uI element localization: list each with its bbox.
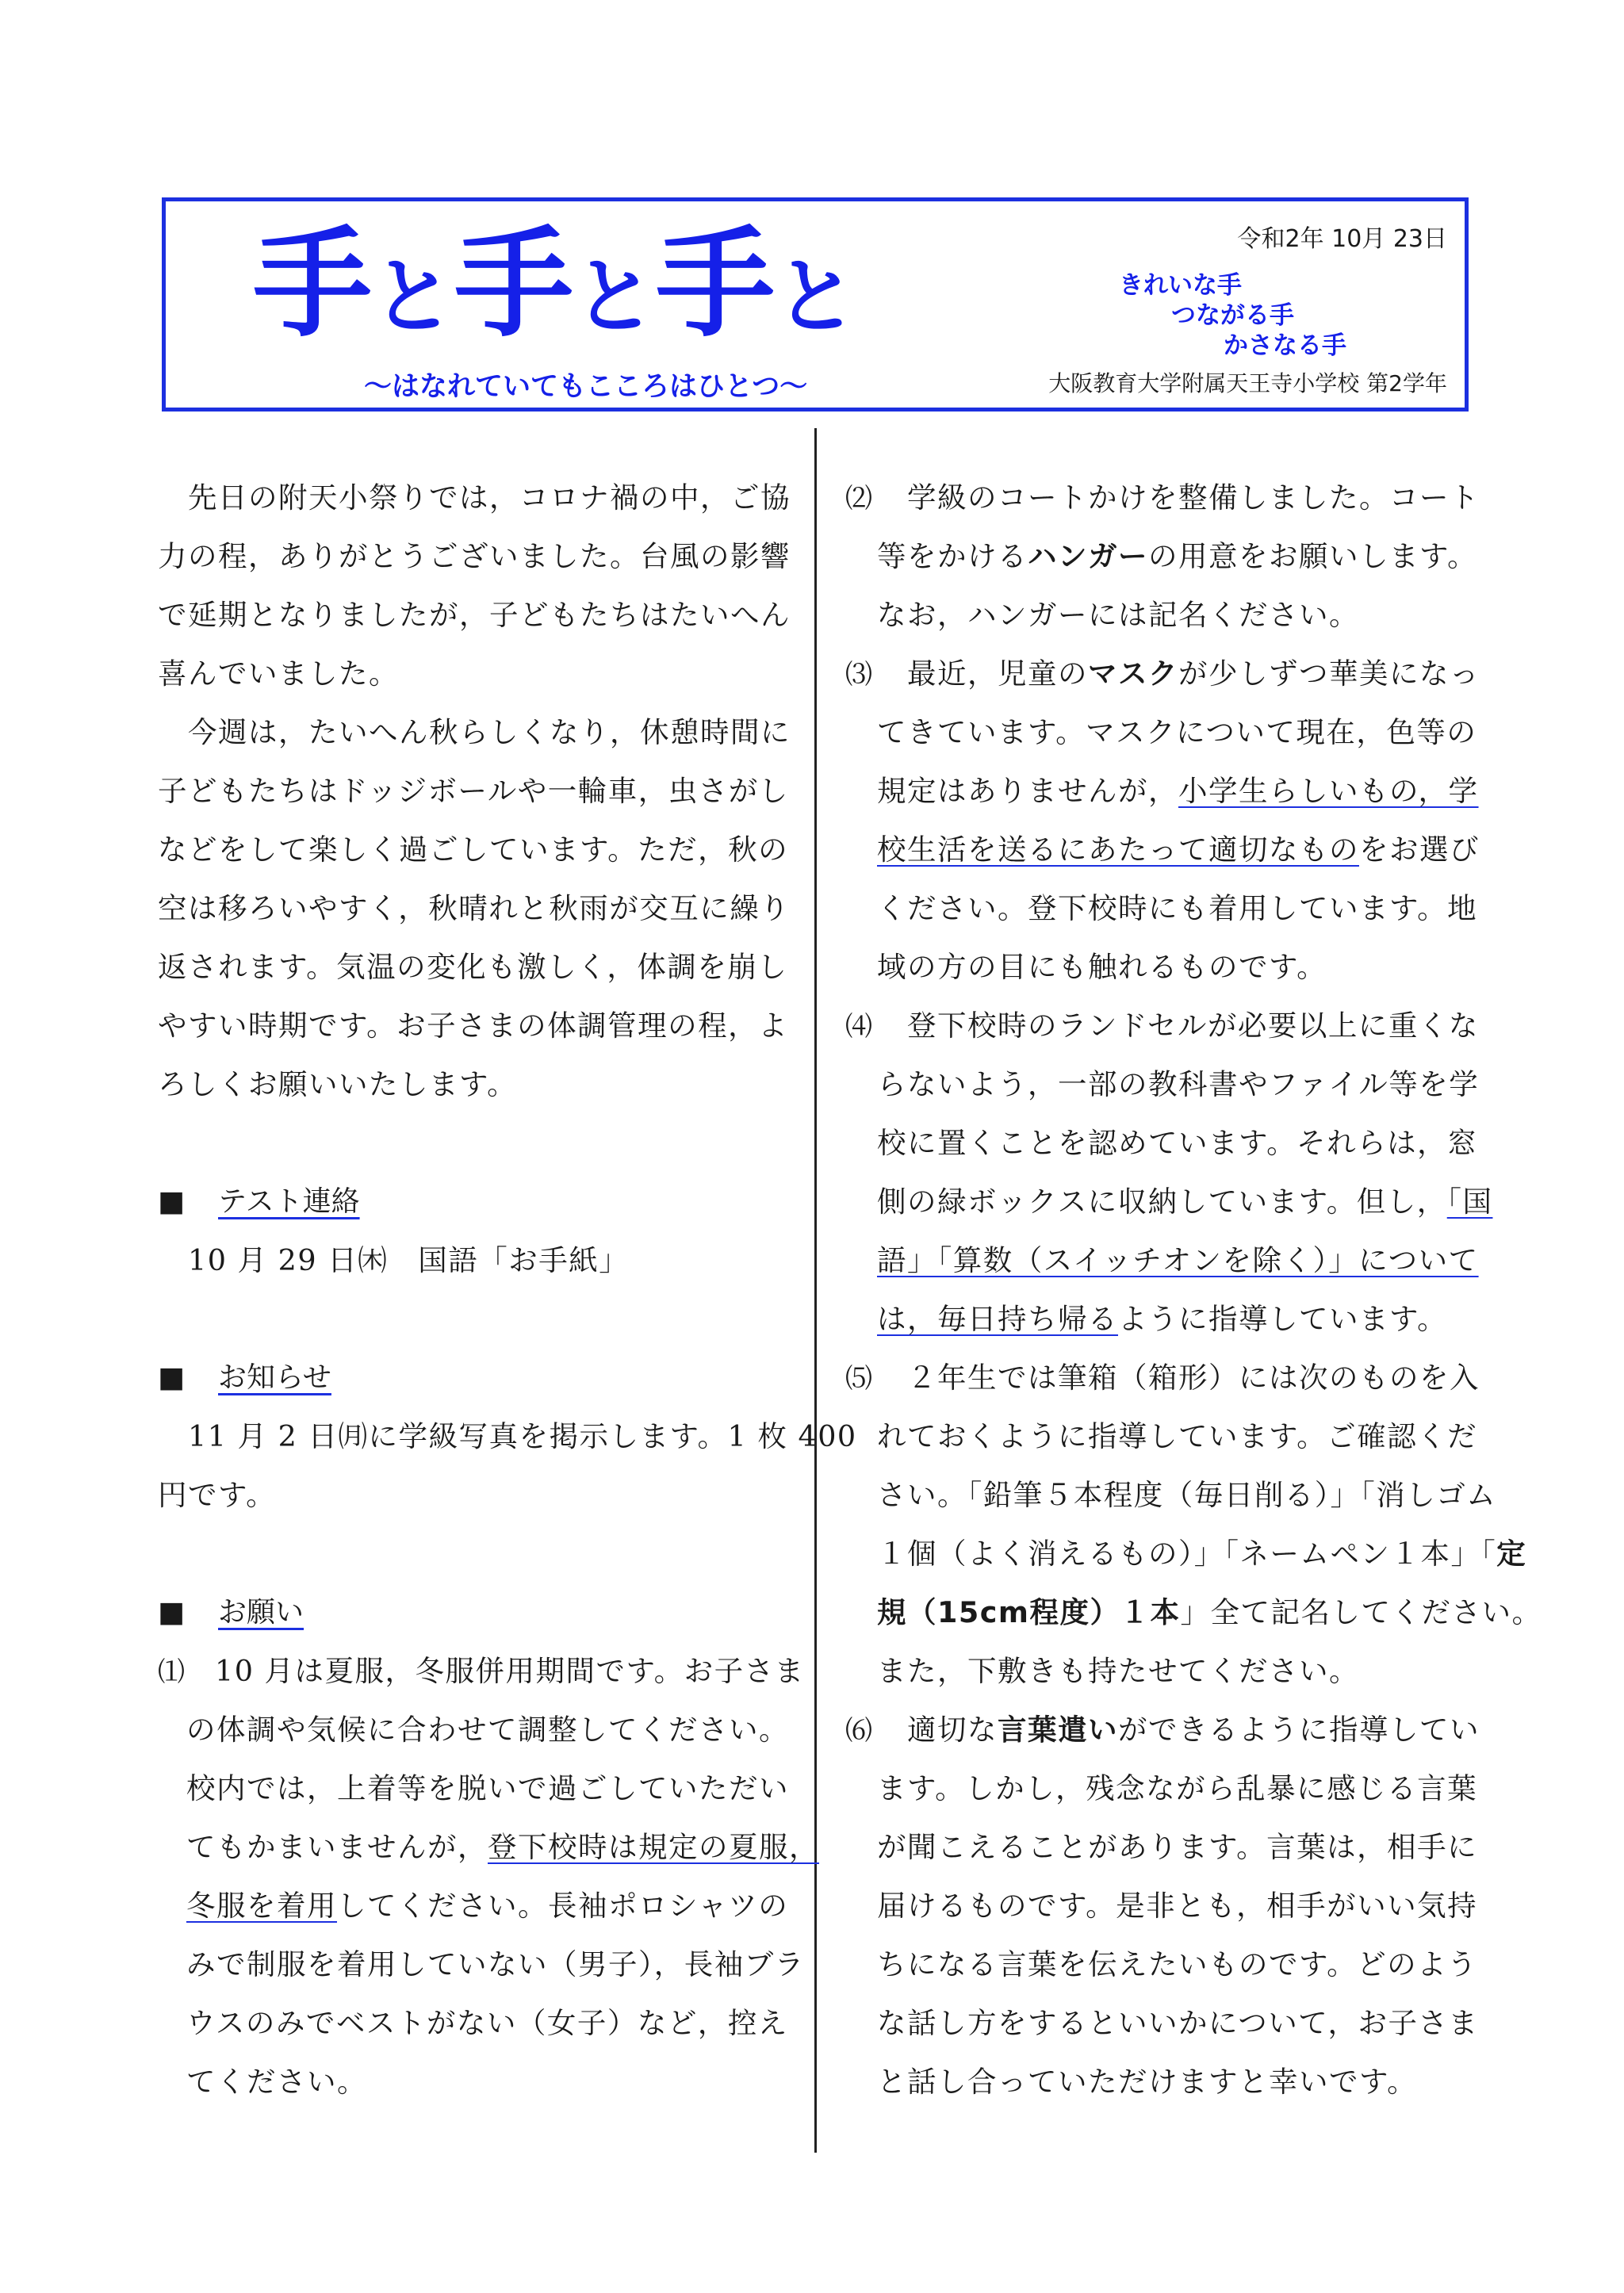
text-segment: ができるように指導してい xyxy=(1118,1713,1480,1747)
title-char: と xyxy=(372,248,455,345)
text-line xyxy=(877,539,1478,573)
text-segment: してください。長袖ポロシャツの xyxy=(337,1889,789,1923)
text-line: 今週は，たいへん秋らしくなり，休憩時間に xyxy=(188,715,791,749)
text-segment: が少しずつ華美になっ xyxy=(1178,657,1480,691)
item-number: ⑵ xyxy=(845,483,872,515)
title-char: と xyxy=(573,248,657,345)
underlined-text: 語」「算数（スイッチオンを除く）」について xyxy=(877,1243,1479,1277)
text-line: やすい時期です。お子さまの体調管理の程，よ xyxy=(158,1009,789,1043)
text-segment: てもかまいませんが， xyxy=(186,1830,488,1864)
text-line: 力の程，ありがとうございました。台風の影響 xyxy=(158,539,791,573)
square-bullet-icon: ■ xyxy=(158,1596,186,1629)
text-line: 11 月 2 日㈪に学級写真を掲示します。1 枚 400 xyxy=(188,1419,857,1453)
text-line xyxy=(877,1537,1527,1571)
text-line: などをして楽しく過ごしています。ただ，秋の xyxy=(158,833,789,867)
bold-text: 規（15cm程度）１本 xyxy=(877,1595,1181,1629)
text-line: れておくように指導しています。ご確認くだ xyxy=(877,1419,1478,1453)
column-divider xyxy=(814,428,817,2153)
text-line: 学級のコートかけを整備しました。コート xyxy=(907,480,1480,515)
item-number: ⑷ xyxy=(845,1011,872,1043)
text-line xyxy=(186,1889,789,1923)
text-line: ちになる言葉を伝えたいものです。どのよう xyxy=(877,1947,1478,1981)
bold-text: 定 xyxy=(1496,1537,1527,1571)
text-line: みで制服を着用していない（男子），長袖ブラ xyxy=(186,1947,805,1981)
square-bullet-icon: ■ xyxy=(158,1185,186,1218)
text-line: てください。 xyxy=(186,2065,367,2099)
text-segment: 最近，児童の xyxy=(907,657,1088,691)
text-line: てきています。マスクについて現在，色等の xyxy=(877,715,1477,749)
text-line xyxy=(907,1713,1480,1747)
text-line: 空は移ろいやすく，秋晴れと秋雨が交互に繰り xyxy=(158,891,791,925)
item-number: ⑶ xyxy=(845,659,872,691)
title-char: 手 xyxy=(656,216,776,354)
text-segment: をお選び xyxy=(1359,833,1480,867)
text-segment: 規定はありませんが， xyxy=(877,774,1178,808)
text-line xyxy=(877,1302,1448,1336)
text-line: ２年生では筆箱（箱形）には次のものを入 xyxy=(907,1361,1480,1395)
item-number: ⑸ xyxy=(845,1363,872,1395)
text-segment: の用意をお願いします。 xyxy=(1148,539,1478,573)
test-schedule-text: 10 月 29 日㈭ 国語「お手紙」 xyxy=(188,1243,630,1277)
text-segment: １個（よく消えるもの）」「ネームペン１本」「 xyxy=(877,1537,1497,1571)
motto-line-1: きれいな手 xyxy=(1119,271,1242,300)
text-line: なお，ハンガーには記名ください。 xyxy=(877,598,1359,632)
newsletter-title xyxy=(253,216,858,354)
underlined-text: 「国 xyxy=(1446,1185,1493,1219)
text-line xyxy=(907,657,1480,691)
text-line xyxy=(877,1185,1493,1219)
section-heading-request xyxy=(158,1598,304,1627)
text-line: ます。しかし，残念ながら乱暴に感じる言葉 xyxy=(877,1771,1478,1805)
text-line xyxy=(877,833,1480,867)
text-line xyxy=(186,1830,819,1864)
text-line: 返されます。気温の変化も激しく，体調を崩し xyxy=(158,950,788,984)
text-line: 先日の附天小祭りでは，コロナ禍の中，ご協 xyxy=(188,480,791,515)
motto-line-3: かさなる手 xyxy=(1224,331,1346,360)
section-heading-notice xyxy=(158,1361,331,1394)
text-line: が聞こえることがあります。言葉は，相手に xyxy=(877,1830,1478,1864)
text-line: で延期となりましたが，子どもたちはたいへん xyxy=(158,598,791,632)
text-segment: ように指導しています。 xyxy=(1118,1302,1448,1336)
square-bullet-icon: ■ xyxy=(158,1361,186,1394)
heading-text: お願い xyxy=(218,1596,304,1629)
title-char: と xyxy=(775,248,858,345)
school-name: 大阪教育大学附属天王寺小学校 第2学年 xyxy=(1048,370,1447,396)
item-number: ⑹ xyxy=(845,1715,872,1747)
text-line: 子どもたちはドッジボールや一輪車，虫さがし xyxy=(158,774,789,808)
underlined-text: は，毎日持ち帰る xyxy=(877,1302,1118,1336)
text-line xyxy=(877,774,1479,808)
text-line: 校内では，上着等を脱いで過ごしていただい xyxy=(186,1771,789,1805)
text-line: また，下敷きも持たせてください。 xyxy=(877,1654,1359,1688)
underlined-text: 冬服を着用 xyxy=(186,1889,337,1923)
text-line xyxy=(877,1595,1542,1629)
text-segment: 等をかける xyxy=(877,539,1028,573)
title-char: 手 xyxy=(454,216,574,354)
text-line: 域の方の目にも触れるものです。 xyxy=(877,950,1327,984)
header-box xyxy=(162,197,1469,412)
text-line: ウスのみでベストがない（女子）など，控え xyxy=(186,2006,788,2040)
underlined-text: 小学生らしいもの，学 xyxy=(1178,774,1479,808)
bold-text: ハンガー xyxy=(1028,539,1148,573)
item-number: ⑴ xyxy=(158,1656,185,1688)
heading-text: お知らせ xyxy=(218,1361,331,1394)
text-line: 届けるものです。是非とも，相手がいい気持 xyxy=(877,1889,1478,1923)
text-line: ください。登下校時にも着用しています。地 xyxy=(877,891,1478,925)
title-char: 手 xyxy=(253,216,373,354)
text-line: ろしくお願いいたします。 xyxy=(158,1067,518,1101)
text-line: 10 月は夏服，冬服併用期間です。お子さま xyxy=(215,1654,805,1688)
motto-line-2: つながる手 xyxy=(1171,301,1294,330)
text-segment: 適切な xyxy=(907,1713,998,1747)
text-line xyxy=(877,1243,1479,1277)
text-line: 喜んでいました。 xyxy=(158,657,399,691)
bold-text: マスク xyxy=(1088,657,1178,691)
text-line: 円です。 xyxy=(158,1478,277,1512)
text-line: さい。「鉛筆５本程度（毎日削る）」「消しゴム xyxy=(877,1478,1497,1512)
heading-text: テスト連絡 xyxy=(218,1185,360,1218)
text-line: と話し合っていただけますと幸いです。 xyxy=(877,2065,1418,2099)
text-line: 校に置くことを認めています。それらは，窓 xyxy=(877,1126,1478,1160)
text-line: な話し方をするといいかについて，お子さま xyxy=(877,2006,1479,2040)
text-line: らないよう，一部の教科書やファイル等を学 xyxy=(877,1067,1480,1101)
issue-date: 令和2年 10月 23日 xyxy=(1237,225,1447,253)
underlined-text: 校生活を送るにあたって適切なもの xyxy=(877,833,1359,867)
newsletter-subtitle: ～はなれていてもこころはひとつ～ xyxy=(364,371,808,403)
text-segment: 側の緑ボックスに収納しています。但し， xyxy=(877,1185,1447,1219)
section-heading-test xyxy=(158,1185,360,1218)
text-segment: 」全て記名してください。 xyxy=(1180,1595,1542,1629)
text-line: の体調や気候に合わせて調整してください。 xyxy=(186,1713,789,1747)
text-line: 登下校時のランドセルが必要以上に重くな xyxy=(907,1009,1479,1043)
underlined-text: 登下校時は規定の夏服， xyxy=(488,1830,819,1864)
bold-text: 言葉遣い xyxy=(998,1713,1118,1747)
